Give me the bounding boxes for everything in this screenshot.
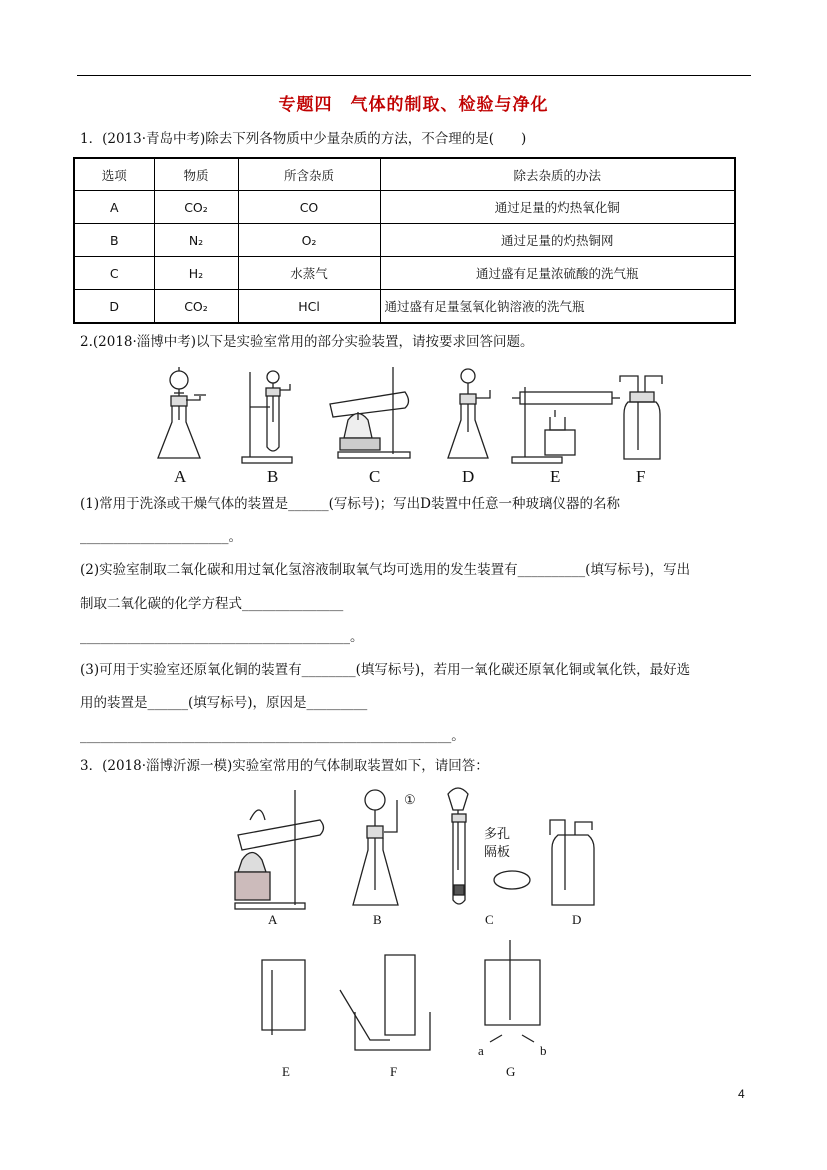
q2-part1-line1: (1)常用于洗涤或干燥气体的装置是______(写标号)；写出D装置中任意一种玻璃仪器的名称 [80,496,620,512]
apparatus-label: C [485,912,494,927]
page-title: 专题四 气体的制取、检验与净化 [278,95,549,115]
table-cell: 通过足量的灼热氧化铜 [380,191,735,224]
table-cell: CO [238,191,380,224]
table-header: 除去杂质的办法 [380,158,735,191]
table-cell: CO₂ [154,191,238,224]
table-row [74,224,735,257]
q2-part3-line2: 用的装置是______(填写标号)，原因是_________ [80,695,368,711]
q2-part2-line1: (2)实验室制取二氧化碳和用过氧化氢溶液制取氧气均可选用的发生装置有__________(填写标号)，写出 [80,562,691,578]
table-cell: N₂ [154,224,238,257]
apparatus-b [242,371,292,463]
table-cell: B [74,224,154,257]
table-row [74,290,735,324]
apparatus-c [330,367,410,458]
apparatus-a [235,790,324,909]
apparatus-label: G [506,1064,516,1079]
table-row [74,257,735,290]
q2-part2-line3: ________________________________________。 [80,629,364,645]
apparatus-label: D [572,912,582,927]
apparatus-label: F [636,467,646,486]
apparatus-a [158,367,206,458]
apparatus-f [340,955,430,1050]
apparatus-label: B [373,912,382,927]
apparatus-label: B [267,467,279,486]
annotation-plate-line2: 隔板 [484,844,511,859]
table-cell: C [74,257,154,290]
q2-apparatus-figure [150,362,680,487]
table-cell: 通过盛有足量氢氧化钠溶液的洗气瓶 [380,290,735,324]
apparatus-d [550,820,594,905]
port-label-b: b [540,1043,547,1058]
apparatus-label: C [369,467,381,486]
q1-table [73,157,736,324]
q1-stem: 1．(2013·青岛中考)除去下列各物质中少量杂质的方法，不合理的是( ) [80,131,527,147]
table-header: 物质 [154,158,238,191]
apparatus-f [620,376,662,459]
apparatus-label: E [282,1064,290,1079]
annotation-circled-1: ① [404,792,416,807]
table-cell: 水蒸气 [238,257,380,290]
apparatus-b [353,790,398,905]
apparatus-e [512,387,620,463]
q2-part1-line2: ______________________。 [80,529,242,545]
apparatus-g [485,940,540,1042]
q2-part3-line1: (3)可用于实验室还原氧化铜的装置有________(填写标号)，若用一氧化碳还原氧化铜或氧化铁，最好选 [80,662,691,678]
table-cell: CO₂ [154,290,238,324]
apparatus-d [448,369,490,458]
q3-stem: 3．(2018·淄博沂源一模)实验室常用的气体制取装置如下，请回答： [80,758,489,774]
apparatus-label: F [390,1064,398,1079]
table-row [74,191,735,224]
port-label-a: a [478,1043,484,1058]
table-cell: H₂ [154,257,238,290]
table-cell: D [74,290,154,324]
table-cell: 通过足量的灼热铜网 [380,224,735,257]
table-cell: 通过盛有足量浓硫酸的洗气瓶 [380,257,735,290]
q3-apparatus-figure [220,780,620,1080]
page-number: 4 [738,1087,745,1101]
table-cell: O₂ [238,224,380,257]
apparatus-label: A [174,467,187,486]
q2-part3-line3: _______________________________________________________。 [80,728,465,744]
apparatus-e [262,960,305,1035]
header-rule [77,75,751,76]
table-header: 选项 [74,158,154,191]
table-cell: HCl [238,290,380,324]
annotation-plate-line1: 多孔 [484,826,511,841]
table-header-row [74,158,735,191]
table-header: 所含杂质 [238,158,380,191]
q2-part2-line2: 制取二氧化碳的化学方程式_______________ [80,596,344,612]
q2-stem: 2.(2018·淄博中考)以下是实验室常用的部分实验装置，请按要求回答问题。 [80,334,534,350]
apparatus-label: D [462,467,475,486]
table-cell: A [74,191,154,224]
apparatus-label: E [550,467,561,486]
apparatus-label: A [268,912,278,927]
